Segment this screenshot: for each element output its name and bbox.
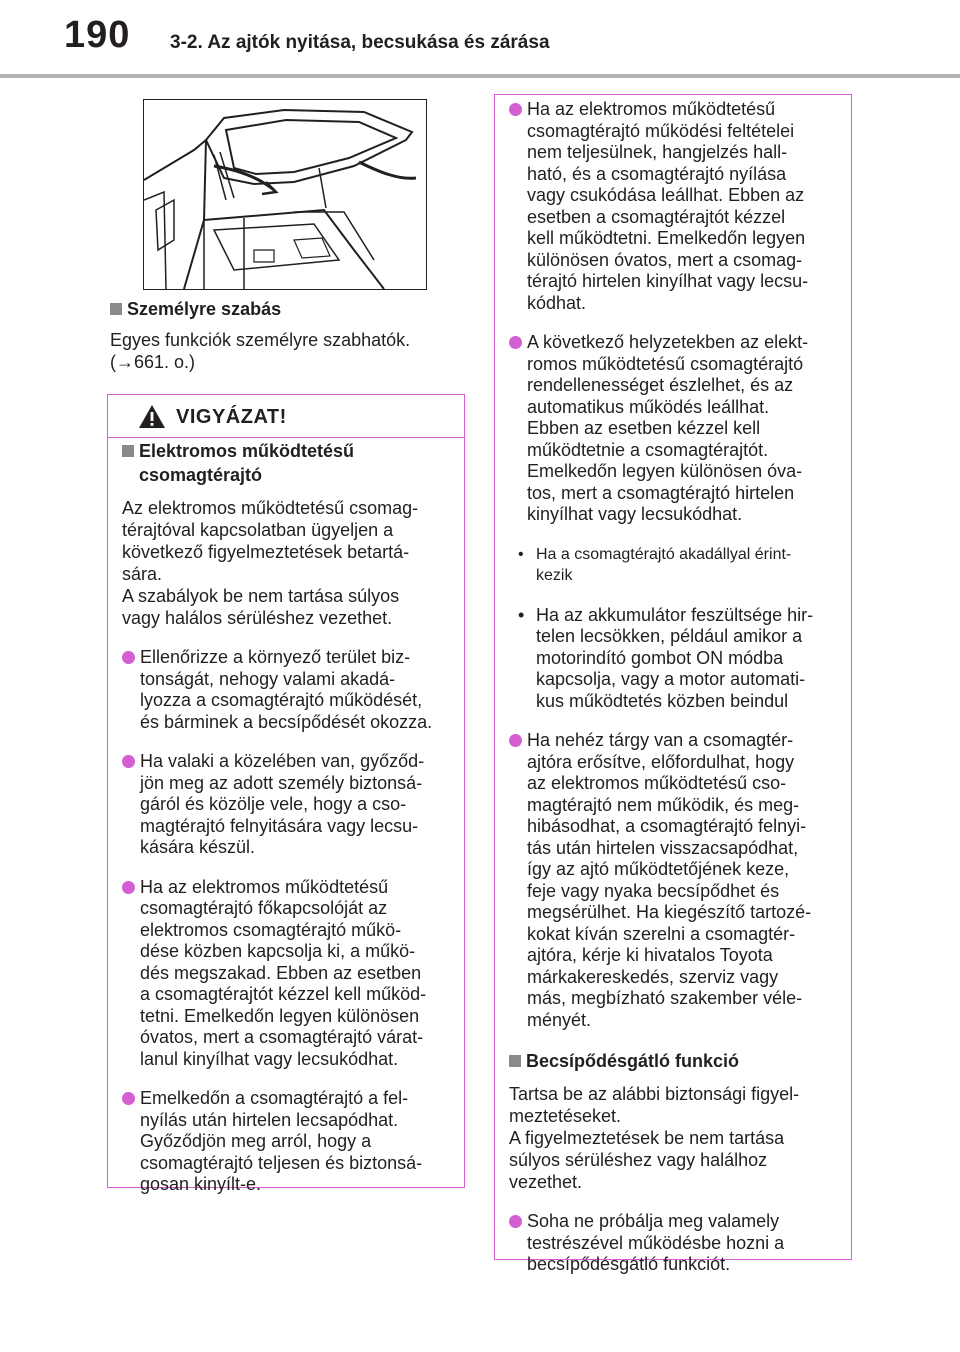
warning-bullet xyxy=(122,647,450,733)
warning-bullet xyxy=(122,751,450,859)
right-bullet-text: Ha nehéz tárgy van a csomagtér- ajtóra erősítve, előfordulhat, hogy az elektromos működtetésű cso- magtérajtó nem működik, és meg- hibásodhat, a csomagtérajtó felnyi- tás után hirtelen visszacsapódhat, így az ajtó működtetőjének keze, feje vagy nyaka becsípődhet és megsérülhet. Ha kiegészítő tartozé- kokat kíván szerelni a csomagtér- ajtóra, kérje ki hivatalos Toyota márkakereskedés, szerviz vagy más, megbízható szakember véle- ményét. xyxy=(527,730,812,1030)
bullet-dot-icon xyxy=(122,755,135,768)
power-tailgate-heading-text: Elektromos működtetésű csomagtérajtó xyxy=(139,441,355,485)
sub-bullet xyxy=(509,544,837,587)
section-title: 3-2. Az ajtók nyitása, becsukása és zárása xyxy=(170,32,550,53)
page-number: 190 xyxy=(64,14,131,56)
page-header xyxy=(0,0,960,78)
warning-title: VIGYÁZAT! xyxy=(176,406,287,428)
warning-bullet xyxy=(122,1088,450,1196)
header-rule xyxy=(0,74,960,78)
bullet-dot-icon xyxy=(122,651,135,664)
bullet-dot-icon xyxy=(122,881,135,894)
warning-intro: Az elektromos működtetésű csomag- térajtóval kapcsolatban ügyeljen a következő figyelmeztetések betartá- sára. A szabályok be nem tartása súlyos vagy halálos sérüléshez vezethet. xyxy=(122,498,419,628)
bullet-dot-icon xyxy=(509,103,522,116)
square-bullet-icon xyxy=(509,1055,521,1067)
bullet-dot-icon xyxy=(509,734,522,747)
tailgate-drawing xyxy=(144,100,426,289)
warning-bullet-text: Emelkedőn a csomagtérajtó a fel- nyílás után hirtelen lecsapódhat. Győződjön meg arról, hogy a csomagtérajtó teljesen és biztonsá- gosan kinyílt-e. xyxy=(140,1088,423,1194)
sub-bullet xyxy=(509,605,837,713)
anti-pinch-intro: Tartsa be az alábbi biztonsági figyel- meztetéseket. A figyelmeztetések be nem tartása súlyos sérüléshez vagy halálhoz vezethet. xyxy=(509,1084,800,1192)
customize-heading xyxy=(110,297,460,321)
right-bullet xyxy=(509,332,837,526)
bullet-dot-icon xyxy=(509,1215,522,1228)
sub-bullet-text: Ha a csomagtérajtó akadállyal érint- kezik xyxy=(536,545,792,584)
right-bullet xyxy=(509,99,837,314)
warning-bullet-text: Ellenőrizze a környező terület biz- tonságát, nehogy valami akadá- lyozza a csomagtérajtó működését, és bárminek a becsípődését okozza. xyxy=(140,647,433,732)
sub-bullet-mark: • xyxy=(518,604,525,625)
warning-triangle-icon xyxy=(138,404,166,429)
warning-bullet xyxy=(122,877,450,1071)
anti-pinch-heading xyxy=(509,1049,837,1073)
right-bullet-text: Ha az elektromos működtetésű csomagtérajtó működési feltételei nem teljesülnek, hangjelzés hall- ható, és a csomagtérajtó nyílása vagy csukódása leállhat. Ebben az esetben a csomagtérajtót kézzel kell működtetni. Emelkedőn legyen különösen óvatos, mert a csomag- térajtó hirtelen kinyílhat vagy lecsu- kódhat. xyxy=(527,99,809,313)
warning-box xyxy=(107,394,465,1194)
tailgate-illustration xyxy=(143,99,427,290)
sub-bullet-text: Ha az akkumulátor feszültsége hir- telen lecsökken, például amikor a motorindító gombot ON módba kapcsolja, vagy a motor automati- kus működtetés közben beindul xyxy=(536,604,814,711)
right-bullet xyxy=(509,1211,837,1276)
customize-text: Egyes funkciók személyre szabhatók. (→661. o.) xyxy=(110,330,411,372)
bullet-dot-icon xyxy=(509,336,522,349)
warning-bullet-text: Ha valaki a közelében van, győződ- jön meg az adott személy biztonsá- gáról és közölje vele, hogy a cso- magtérajtó felnyitására vagy lecsu- kására készül. xyxy=(140,751,425,857)
square-bullet-icon xyxy=(122,445,134,457)
customization-section xyxy=(110,297,460,373)
right-bullet-text: Soha ne próbálja meg valamely testrészével működésbe hozni a becsípődésgátló funkciót. xyxy=(527,1211,785,1274)
warning-header xyxy=(108,395,464,438)
square-bullet-icon xyxy=(110,303,122,315)
customize-heading-text: Személyre szabás xyxy=(127,299,282,319)
right-bullet xyxy=(509,730,837,1031)
bullet-dot-icon xyxy=(122,1092,135,1105)
anti-pinch-heading-text: Becsípődésgátló funkció xyxy=(526,1051,740,1071)
sub-bullet-mark: • xyxy=(518,545,524,563)
right-bullet-text: A következő helyzetekben az elekt- romos működtetésű csomagtérajtó rendellenességet észlelhet, és az automatikus működés leállhat. Ebben az esetben kézzel kell működtetnie a csomagtérajtót. Emelkedőn legyen különösen óva- tos, mert a csomagtérajtó hirtelen kinyílhat vagy lecsukódhat. xyxy=(527,332,809,524)
power-tailgate-heading xyxy=(122,439,450,487)
warning-continued-box xyxy=(494,94,852,1274)
warning-bullet-text: Ha az elektromos működtetésű csomagtérajtó főkapcsolóját az elektromos csomagtérajtó műkö- dése közben kapcsolja ki, a műkö- dés megszakad. Ebben az esetben a csomagtérajtót kézzel kell működ- tetni. Emelkedőn legyen különösen óvatos, mert a csomagtérajtó várat- lanul kinyílhat vagy lecsukódhat. xyxy=(140,876,427,1069)
